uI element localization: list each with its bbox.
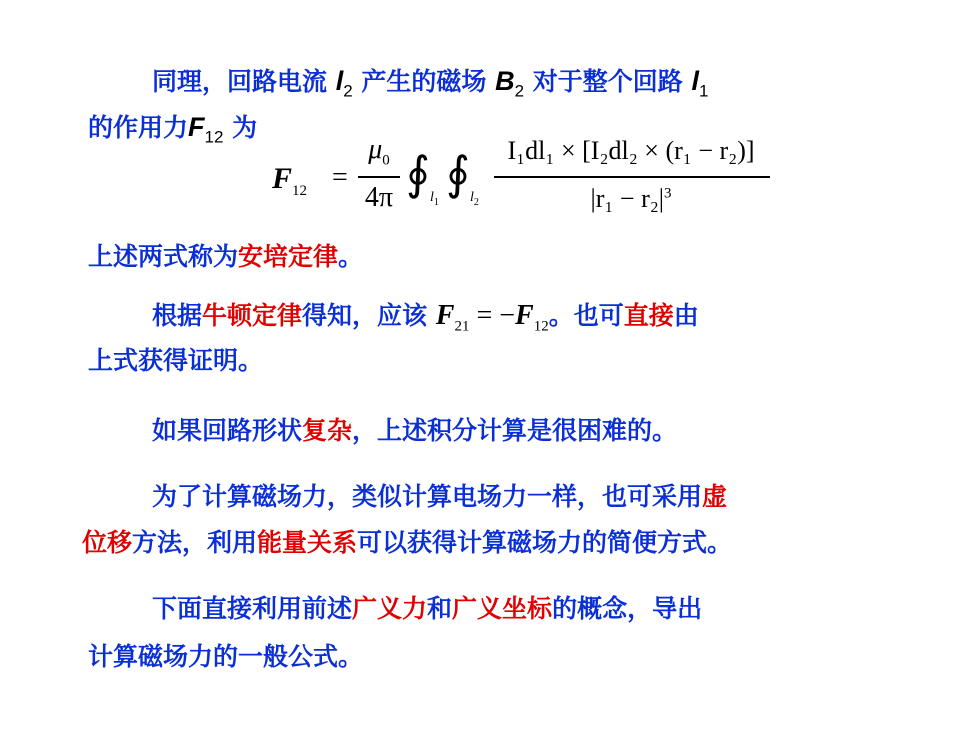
- paragraph-line-4: [152, 302, 699, 335]
- text-segment: 和: [427, 594, 453, 623]
- paragraph-line-3: [88, 244, 363, 269]
- text-segment: 上述两式称为: [88, 242, 239, 271]
- paragraph-line-8: [82, 530, 732, 555]
- highlight-term: 复杂: [302, 416, 353, 445]
- text-segment: 由: [673, 301, 699, 330]
- formula-coefficient-denominator: 4π: [364, 182, 394, 213]
- formula-numerator: I₁dl₁ × [I₂dl₂ × (r₁ − r₂)]: [507, 136, 755, 165]
- text-segment: 为了计算磁场力，类似计算电场力一样，也可采用: [152, 482, 703, 511]
- text-segment: 方法，利用: [132, 528, 258, 557]
- highlight-term: 虚: [702, 482, 728, 511]
- fraction-bar: [358, 176, 400, 178]
- text-segment: 。也可: [548, 301, 624, 330]
- formula-denominator: $|r_1 - r_2|^3$: [590, 184, 672, 213]
- highlight-term: 安培定律: [238, 242, 339, 271]
- symbol-F12: $F_{12}$: [188, 112, 224, 147]
- fraction-bar-main: [494, 176, 770, 178]
- symbol-l1: $l_1$: [691, 66, 709, 101]
- text-segment: ，上述积分计算是很困难的。: [352, 416, 678, 445]
- integral-subscript-1: $l_1$: [430, 190, 439, 208]
- text-segment: 下面直接利用前述: [152, 594, 353, 623]
- formula-lhs: $F_{12}$: [272, 162, 308, 199]
- paragraph-line-10: [88, 644, 363, 669]
- symbol-l2: $l_2$: [335, 66, 353, 101]
- text-segment: 。: [338, 242, 364, 271]
- paragraph-line-1: [152, 68, 709, 99]
- contour-integral-1: ∮: [406, 148, 430, 199]
- text-segment: 的概念，导出: [552, 594, 703, 623]
- text-segment: 产生的磁场: [352, 67, 496, 96]
- highlight-term: 能量关系: [257, 528, 358, 557]
- integral-subscript-2: $l_2$: [470, 190, 479, 208]
- text-segment: 上式获得证明。: [88, 346, 264, 375]
- paragraph-line-2: [88, 114, 257, 145]
- highlight-term: 位移: [82, 528, 133, 557]
- inline-formula: $F_{21} = -F_{12}$: [435, 300, 549, 335]
- ampere-force-formula: [270, 132, 770, 228]
- highlight-term: 牛顿定律: [202, 301, 303, 330]
- text-segment: 为: [223, 113, 258, 142]
- paragraph-line-7: [152, 484, 727, 509]
- highlight-term: 直接: [623, 301, 674, 330]
- paragraph-line-6: [152, 418, 677, 443]
- text-segment: 根据: [152, 301, 203, 330]
- symbol-B2: $B_2$: [495, 66, 525, 101]
- paragraph-line-9: [152, 596, 702, 621]
- text-segment: 计算磁场力的一般公式。: [88, 642, 364, 671]
- highlight-term: 广义坐标: [452, 594, 553, 623]
- text-segment: 得知，应该: [302, 301, 436, 330]
- formula-equals: =: [332, 162, 348, 193]
- text-segment: 对于整个回路: [524, 67, 692, 96]
- text-segment: 可以获得计算磁场力的简便方式。: [357, 528, 733, 557]
- contour-integral-2: ∮: [446, 148, 470, 199]
- text-segment: 如果回路形状: [152, 416, 303, 445]
- highlight-term: 广义力: [352, 594, 428, 623]
- paragraph-line-5: [88, 348, 263, 373]
- text-segment: 同理，回路电流: [152, 67, 336, 96]
- formula-coefficient-numerator: $\mu_0$: [368, 134, 390, 169]
- text-segment: 的作用力: [88, 113, 189, 142]
